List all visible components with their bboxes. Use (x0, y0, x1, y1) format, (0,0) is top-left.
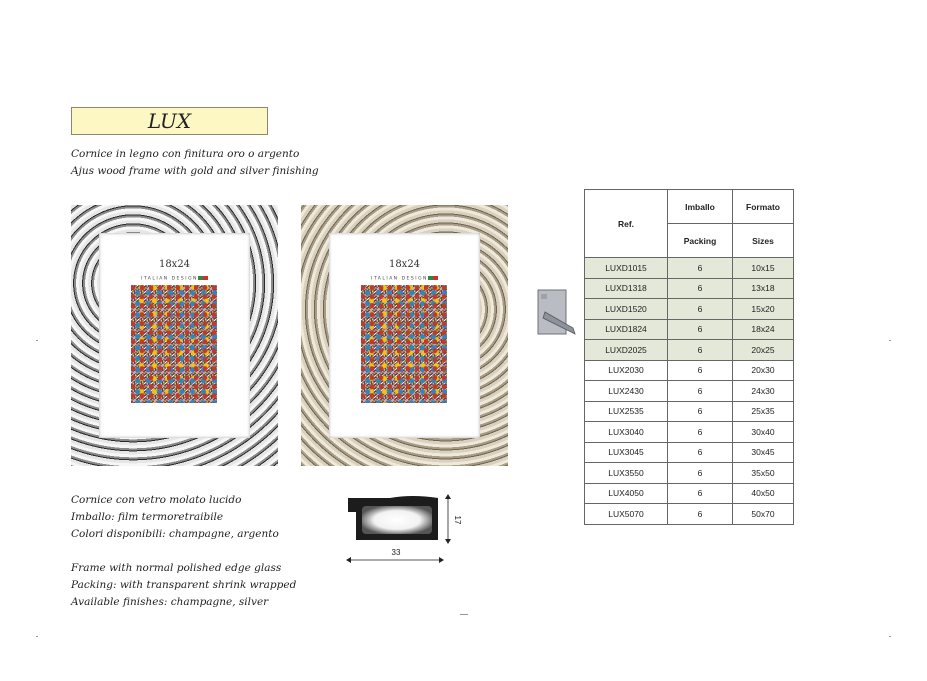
product-spec-table (584, 189, 794, 525)
cell-size: 20x25 (733, 340, 794, 361)
description-line: Frame with normal polished edge glass (71, 562, 282, 574)
description-line: Colori disponibili: champagne, argento (71, 528, 279, 540)
cell-ref: LUX4050 (585, 483, 668, 504)
table-row (585, 401, 794, 422)
col-header-packing: Packing (668, 224, 733, 258)
cell-size: 13x18 (733, 278, 794, 299)
cell-ref: LUXD1824 (585, 319, 668, 340)
table-row (585, 463, 794, 484)
frame-profile-diagram (342, 490, 464, 565)
cell-ref: LUX3045 (585, 442, 668, 463)
table-row (585, 360, 794, 381)
product-title: LUX (71, 107, 268, 135)
cell-ref: LUXD2025 (585, 340, 668, 361)
cell-packing: 6 (668, 360, 733, 381)
col-header-formato: Formato (733, 190, 794, 224)
cell-packing: 6 (668, 442, 733, 463)
cell-size: 18x24 (733, 319, 794, 340)
sample-artwork (361, 285, 447, 403)
col-header-sizes: Sizes (733, 224, 794, 258)
cell-ref: LUXD1520 (585, 299, 668, 320)
cell-ref: LUXD1015 (585, 258, 668, 279)
cell-ref: LUX2430 (585, 381, 668, 402)
table-row (585, 278, 794, 299)
cell-size: 10x15 (733, 258, 794, 279)
table-row (585, 442, 794, 463)
description-line: Cornice con vetro molato lucido (71, 494, 242, 506)
frame-mat (99, 233, 250, 438)
cell-packing: 6 (668, 299, 733, 320)
frame-size-label: 18x24 (158, 259, 191, 270)
profile-width-label: 33 (391, 548, 401, 557)
cell-ref: LUX2030 (585, 360, 668, 381)
easel-back-icon (537, 288, 577, 336)
table-row (585, 299, 794, 320)
cell-size: 50x70 (733, 504, 794, 525)
frame-image-champagne (301, 205, 508, 466)
description-english (71, 560, 296, 611)
frame-size-label: 18x24 (388, 259, 421, 270)
cell-packing: 6 (668, 258, 733, 279)
frame-image-silver (71, 205, 278, 466)
subtitle-italian: Cornice in legno con finitura oro o argento (71, 148, 300, 160)
brand-text: ITALIAN DESIGN (141, 276, 198, 282)
cell-size: 30x40 (733, 422, 794, 443)
cell-size: 15x20 (733, 299, 794, 320)
profile-height-label: 17 (453, 515, 462, 525)
cell-packing: 6 (668, 381, 733, 402)
cell-packing: 6 (668, 340, 733, 361)
cell-ref: LUX2535 (585, 401, 668, 422)
cell-ref: LUX3550 (585, 463, 668, 484)
table-row (585, 483, 794, 504)
col-header-imballo: Imballo (668, 190, 733, 224)
col-header-ref: Ref. (585, 190, 668, 258)
cell-packing: 6 (668, 463, 733, 484)
description-line: Available finishes: champagne, silver (71, 596, 269, 608)
cell-size: 25x35 (733, 401, 794, 422)
description-line: Packing: with transparent shrink wrapped (71, 579, 297, 591)
cell-size: 40x50 (733, 483, 794, 504)
sample-artwork (131, 285, 217, 403)
table-row (585, 340, 794, 361)
frame-mat (329, 233, 480, 438)
table-header-row (585, 190, 794, 224)
subtitle-english: Ajus wood frame with gold and silver finishing (71, 165, 319, 177)
cell-packing: 6 (668, 483, 733, 504)
cell-size: 24x30 (733, 381, 794, 402)
cell-ref: LUXD1318 (585, 278, 668, 299)
flag-red-icon (433, 276, 438, 280)
table-body (585, 258, 794, 525)
cell-packing: 6 (668, 504, 733, 525)
flag-red-icon (203, 276, 208, 280)
description-italian (71, 492, 279, 543)
table-row (585, 319, 794, 340)
description-line: Imballo: film termoretraibile (71, 511, 224, 523)
table-row (585, 381, 794, 402)
cell-size: 35x50 (733, 463, 794, 484)
cell-size: 30x45 (733, 442, 794, 463)
cell-packing: 6 (668, 319, 733, 340)
table-row (585, 422, 794, 443)
table-row (585, 258, 794, 279)
table-row (585, 504, 794, 525)
brand-mark (99, 276, 250, 282)
cell-ref: LUX5070 (585, 504, 668, 525)
brand-mark (329, 276, 480, 282)
cell-packing: 6 (668, 422, 733, 443)
cell-ref: LUX3040 (585, 422, 668, 443)
cell-size: 20x30 (733, 360, 794, 381)
cell-packing: 6 (668, 278, 733, 299)
cell-packing: 6 (668, 401, 733, 422)
brand-text: ITALIAN DESIGN (371, 276, 428, 282)
